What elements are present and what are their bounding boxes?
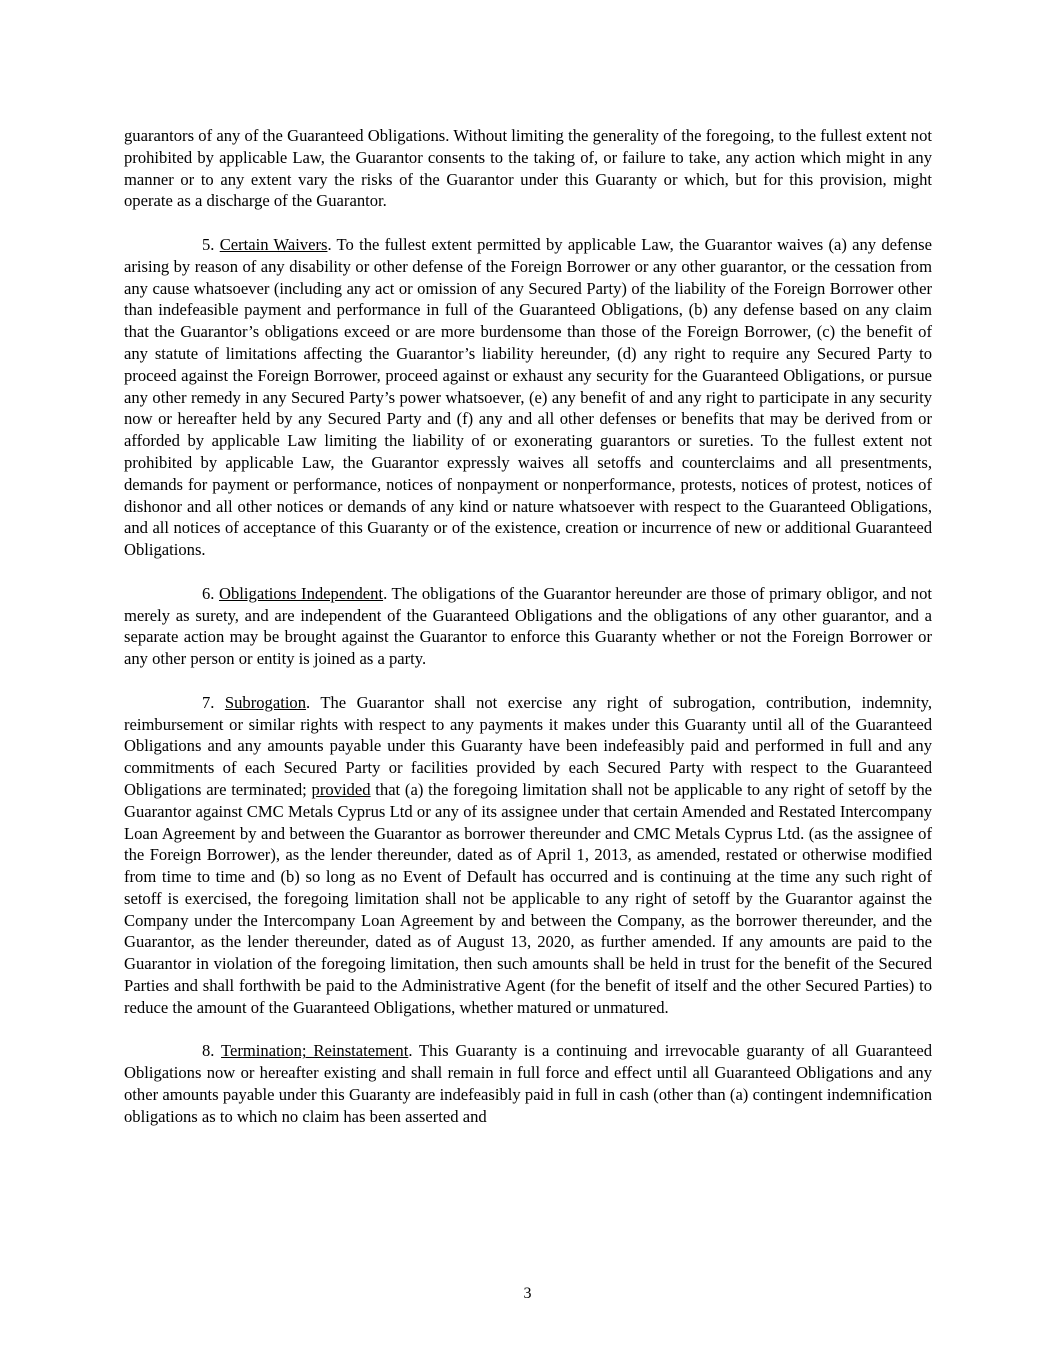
section-number: 8. — [202, 1041, 222, 1061]
section-heading: Certain Waivers — [219, 234, 328, 254]
section-heading: Subrogation — [224, 692, 307, 712]
section-number: 7. — [202, 692, 225, 712]
section-heading: Obligations Independent — [219, 583, 384, 603]
provided-emphasis: provided — [311, 779, 371, 799]
document-body — [124, 125, 932, 1149]
paragraph-text: guarantors of any of the Guaranteed Obligations. Without limiting the generality of the foregoing, to the fullest extent not prohibited by applicable Law, the Guarantor consents to the taking of, or failure to take, any action which might in any manner or to any extent vary the risks of the Guarantor under this Guaranty or which, but for this provision, might operate as a discharge of the Guarantor. — [124, 126, 932, 211]
section-text: . The Guarantor shall not exercise any right of subrogation, contribution, indemnity, reimbursement or similar rights with respect to any payments it makes under this Guaranty until all of the Guaranteed Obligations and any amounts payable under this Guaranty have been indefeasibly paid and performed in full and any commitments of each Secured Party or facilities provided by each Secured Party with respect to the Guaranteed Obligations are terminated; — [124, 692, 933, 799]
section-text: . This Guaranty is a continuing and irrevocable guaranty of all Guaranteed Obligations now or hereafter existing and shall remain in full force and effect until all Guaranteed Obligations and any other amounts payable under this Guaranty are indefeasibly paid in full in cash (other than (a) contingent indemnification obligations as to which no claim has been asserted and — [124, 1041, 932, 1126]
section-text: . The obligations of the Guarantor hereunder are those of primary obligor, and not merely as surety, and are independent of the Guaranteed Obligations and the obligations of any other guarantor, and a separate action may be brought against the Guarantor to enforce this Guaranty whether or not the Foreign Borrower or any other person or entity is joined as a party. — [124, 583, 932, 669]
section-text: . To the fullest extent permitted by applicable Law, the Guarantor waives (a) any defense arising by reason of any disability or other defense of the Foreign Borrower or any other guarantor, or the cessation from any cause whatsoever (including any act or omission of any Secured Party) of the liability of the Foreign Borrower other than indefeasible payment and performance in full of the Guaranteed Obligations, (b) any defense based on any claim that the Guarantor’s obligations exceed or are more burdensome than those of the Foreign Borrower, (c) the benefit of any statute of limitations affecting the Guarantor’s liability hereunder, (d) any right to require any Secured Party to proceed against the Foreign Borrower, proceed against or exhaust any security for the Guaranteed Obligations, or pursue any other remedy in any Secured Party’s power whatsoever, (e) any benefit of and any right to participate in any security now or hereafter held by any Secured Party and (f) any and all other defenses or benefits that may be derived from or afforded by applicable Law limiting the liability of or exonerating guarantors or sureties. To the fullest extent not prohibited by applicable Law, the Guarantor expressly waives all setoffs and counterclaims and all presentments, demands for payment or performance, notices of nonpayment or nonperformance, protests, notices of protest, notices of dishonor and all other notices or demands of any kind or nature whatsoever with respect to the Guaranteed Obligations, and all notices of acceptance of this Guaranty or of the existence, creation or incurrence of new or additional Guaranteed Obligations. — [124, 234, 932, 560]
section-number: 5. — [202, 234, 220, 254]
section-8-termination-reinstatement — [124, 1040, 932, 1127]
section-5-certain-waivers — [124, 234, 932, 561]
paragraph-continuation — [124, 125, 932, 212]
section-heading: Termination; Reinstatement — [221, 1041, 409, 1061]
section-6-obligations-independent — [124, 583, 932, 670]
page-number: 3 — [523, 1285, 532, 1302]
section-number: 6. — [202, 583, 220, 603]
section-7-subrogation — [124, 692, 932, 1019]
section-text-continued: that (a) the foregoing limitation shall not be applicable to any right of setoff by the Guarantor against CMC Metals Cyprus Ltd or any of its assignee under that certain Amended and Restated Intercompany Loan Agreement by and between the Guarantor as borrower thereunder and CMC Metals Cyprus Ltd. (as the assignee of the Foreign Borrower), as the lender thereunder, dated as of April 1, 2013, as amended, restated or otherwise modified from time to time and (b) so long as no Event of Default has occurred and is continuing at the time any such right of setoff is exercised, the foregoing limitation shall not be applicable to any right of setoff by the Guarantor against the Company under the Intercompany Loan Agreement by and between the Company, as the borrower thereunder, and the Guarantor, as the lender thereunder, dated as of August 13, 2020, as further amended. If any amounts are paid to the Guarantor in violation of the foregoing limitation, then such amounts shall be held in trust for the benefit of the Secured Parties and shall forthwith be paid to the Administrative Agent (for the benefit of itself and the other Secured Parties) to reduce the amount of the Guaranteed Obligations, whether matured or unmatured. — [124, 779, 932, 1017]
